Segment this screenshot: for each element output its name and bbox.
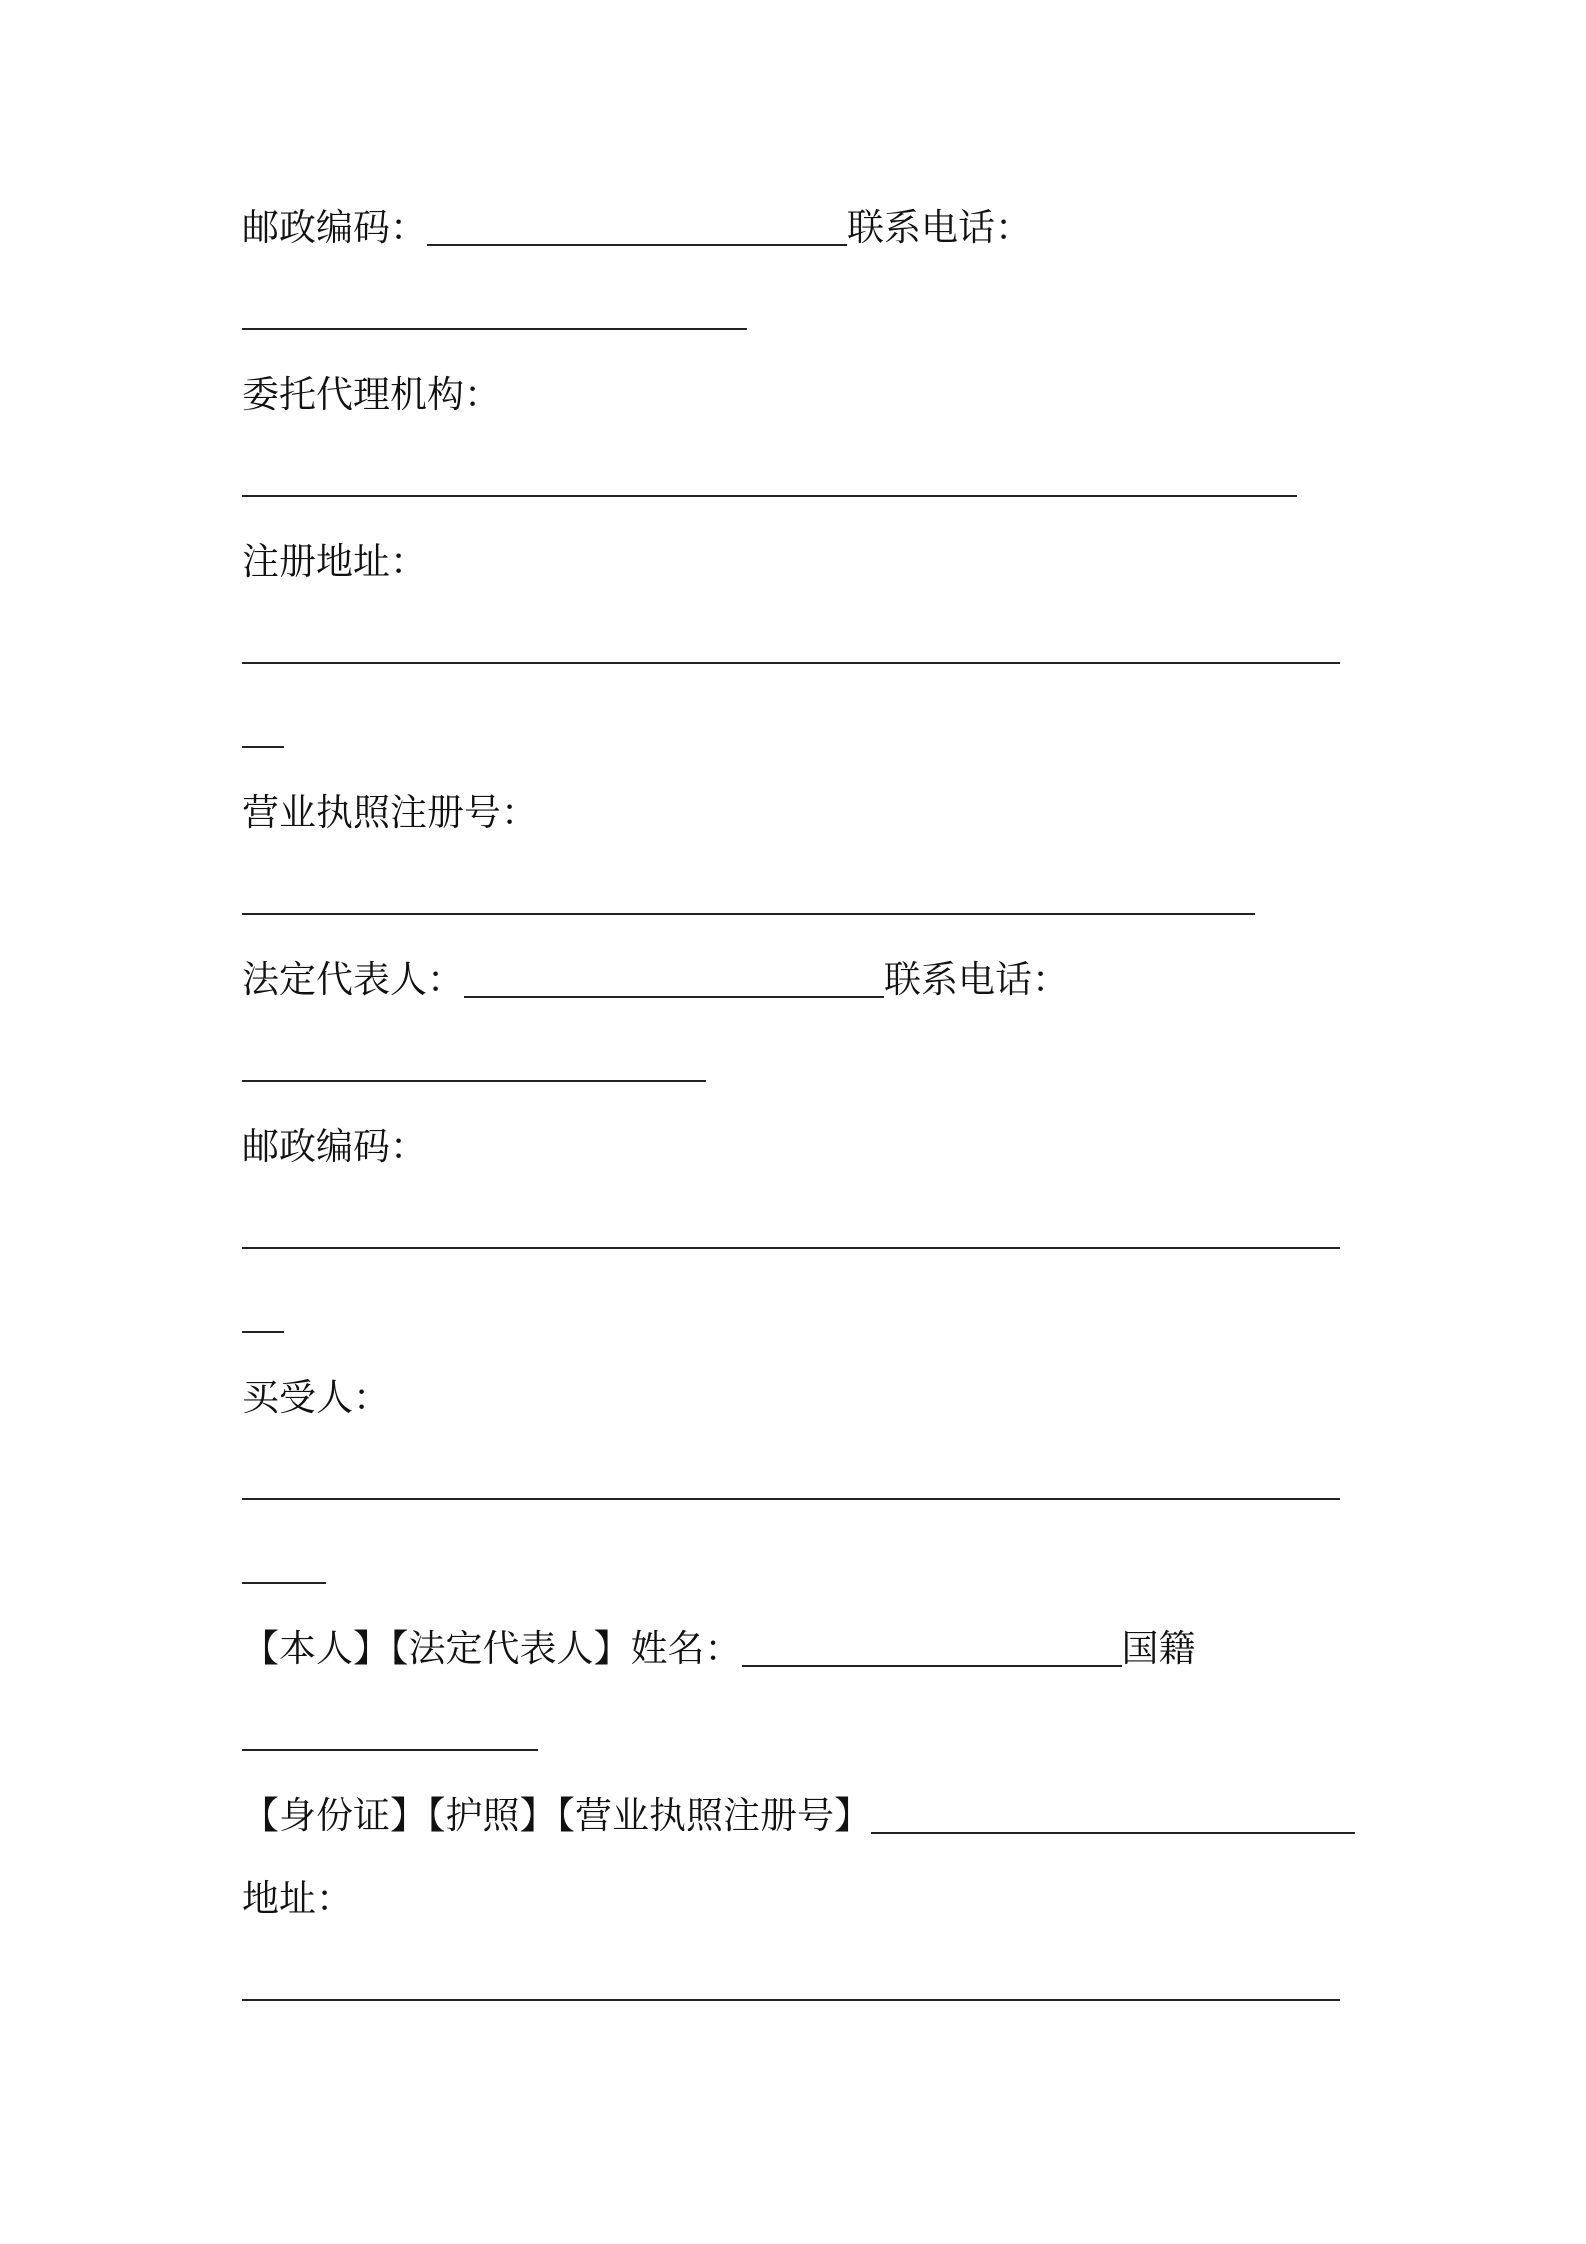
legal-rep-label: 法定代表人： — [242, 958, 464, 1001]
postal-code-2-label: 邮政编码： — [242, 1125, 427, 1168]
address-blank-row — [242, 1969, 1340, 2005]
address-blank[interactable] — [242, 1969, 1340, 2001]
id-label: 【身份证】【护照】【营业执照注册号】 — [242, 1794, 871, 1837]
postal-code-2-blank-cont-row — [242, 1301, 284, 1337]
registered-address-label: 注册地址： — [242, 540, 427, 583]
legal-rep-phone-blank-row — [242, 1050, 706, 1086]
legal-rep-phone-blank[interactable] — [242, 1050, 706, 1082]
agency-blank-row — [242, 465, 1297, 501]
postal-code-2-blank-cont[interactable] — [242, 1301, 284, 1333]
assignee-blank-cont-row — [242, 1552, 326, 1588]
postal-code-row — [242, 206, 1032, 250]
postal-code-blank[interactable] — [427, 214, 847, 246]
assignee-blank-cont[interactable] — [242, 1552, 326, 1584]
business-license-blank[interactable] — [242, 883, 1255, 915]
address-label: 地址： — [242, 1877, 353, 1920]
assignee-label: 买受人： — [242, 1376, 390, 1419]
nationality-blank-row — [242, 1719, 538, 1755]
phone-label: 联系电话： — [847, 206, 1032, 249]
business-license-label: 营业执照注册号： — [242, 791, 538, 834]
nationality-blank[interactable] — [242, 1719, 538, 1751]
nationality-label: 国籍 — [1121, 1627, 1196, 1670]
id-blank[interactable] — [871, 1802, 1355, 1834]
agency-row — [242, 373, 501, 417]
name-label: 【本人】【法定代表人】姓名： — [242, 1627, 742, 1670]
registered-address-blank[interactable] — [242, 632, 1340, 664]
registered-address-blank-row — [242, 632, 1340, 668]
postal-code-2-blank[interactable] — [242, 1217, 1340, 1249]
id-row — [242, 1794, 1355, 1838]
phone-blank[interactable] — [242, 298, 747, 330]
agency-label: 委托代理机构： — [242, 373, 501, 416]
business-license-blank-row — [242, 883, 1255, 919]
registered-address-row — [242, 540, 427, 584]
phone-blank-row — [242, 298, 747, 334]
name-blank[interactable] — [742, 1635, 1122, 1667]
postal-code-label: 邮政编码： — [242, 206, 427, 249]
assignee-blank[interactable] — [242, 1468, 1340, 1500]
registered-address-blank-cont-row — [242, 716, 284, 752]
legal-rep-phone-label: 联系电话： — [884, 958, 1069, 1001]
business-license-row — [242, 791, 538, 835]
name-row — [242, 1627, 1196, 1671]
assignee-blank-row — [242, 1468, 1340, 1504]
agency-blank[interactable] — [242, 465, 1297, 497]
postal-code-2-blank-row — [242, 1217, 1340, 1253]
legal-rep-row — [242, 958, 1069, 1002]
address-row — [242, 1877, 353, 1921]
registered-address-blank-cont[interactable] — [242, 716, 284, 748]
assignee-row — [242, 1376, 390, 1420]
legal-rep-blank[interactable] — [464, 966, 884, 998]
postal-code-2-row — [242, 1125, 427, 1169]
